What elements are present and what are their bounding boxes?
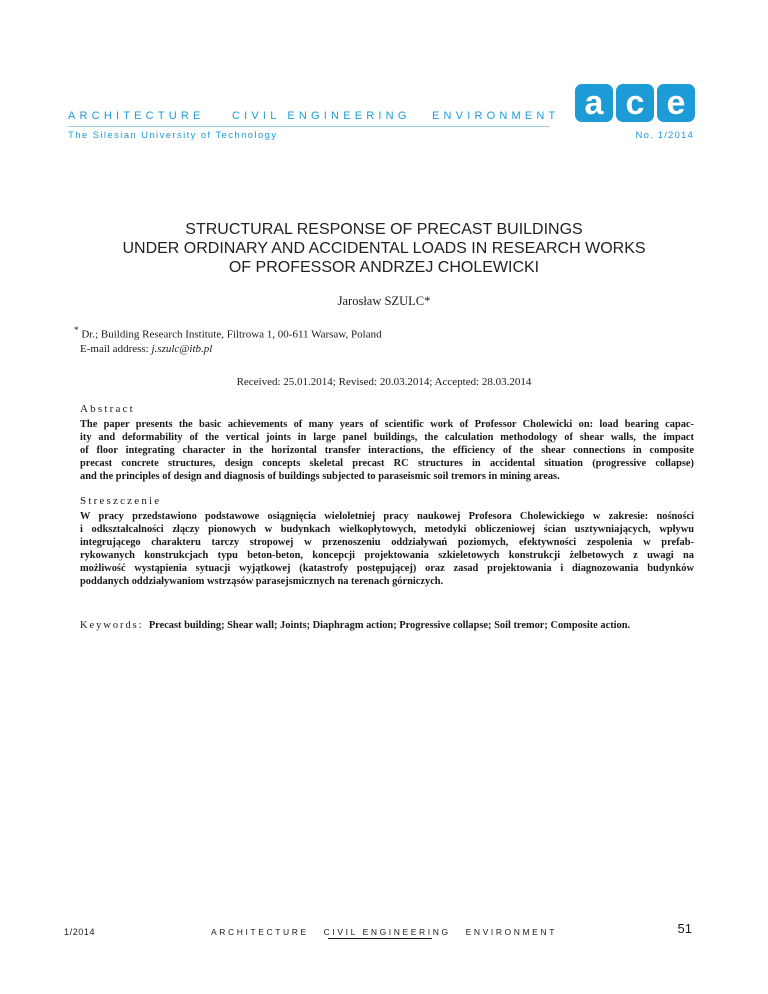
streszczenie-body xyxy=(80,510,694,588)
streszczenie-line: W pracy przedstawiono podstawowe osiągnięcia wieloletniej pracy naukowej Profesora Cholewickiego w zakresie: nośności xyxy=(80,511,694,522)
journal-category-civil-engineering: CIVIL ENGINEERING xyxy=(232,110,411,122)
streszczenie-heading: Streszczenie xyxy=(80,495,162,507)
abstract-line: ity and deformability of the vertical joints in large panel buildings, the calculation methodology of shear walls, the impact xyxy=(80,432,694,443)
streszczenie-line: rykowanych konstrukcjach typu beton-beton, koncepcji projektowania szkieletowych konstrukcji żelbetowych z uwagi na xyxy=(80,550,694,561)
title-line-2: UNDER ORDINARY AND ACCIDENTAL LOADS IN RESEARCH WORKS xyxy=(122,240,646,257)
page-number: 51 xyxy=(677,921,692,936)
footer-environment: ENVIRONMENT xyxy=(465,927,557,937)
abstract-line: and the principles of design and diagnosis of buildings subjected to paraseismic soil tremors in mining areas. xyxy=(80,471,560,482)
paper-title xyxy=(60,220,708,277)
ace-logo xyxy=(575,84,695,122)
streszczenie-line: integrującego charakteru tarczy stropowej w przenoszeniu oddziaływań poziomych, efektywności zespolenia w prefab- xyxy=(80,537,694,548)
footer-issue: 1/2014 xyxy=(64,927,96,937)
journal-category-architecture: ARCHITECTURE xyxy=(68,110,205,122)
title-line-3: OF PROFESSOR ANDRZEJ CHOLEWICKI xyxy=(228,259,540,276)
streszczenie-line: możliwość wystąpienia sytuacji wyjątkowej (katastrofy postępującej) oraz zasad projektowania i diagnozowania budynków xyxy=(80,563,694,574)
keywords-label: Keywords: xyxy=(80,620,144,631)
keywords-text: Precast building; Shear wall; Joints; Diaphragm action; Progressive collapse; Soil tremor; Composite action. xyxy=(148,620,631,631)
abstract-body xyxy=(80,418,694,483)
streszczenie-line: poddanych oddziaływaniom wstrząsów parasejsmicznych na terenach górniczych. xyxy=(80,576,444,587)
footer-underline xyxy=(328,938,432,939)
abstract-line: of floor integrating character in the horizontal transfer interactions, the efficiency of the shear connections in composite xyxy=(80,445,694,456)
issue-number: No. 1/2014 xyxy=(635,130,694,141)
title-line-1: STRUCTURAL RESPONSE OF PRECAST BUILDINGS xyxy=(185,221,583,238)
abstract-line: The paper presents the basic achievements of many years of scientific work of Professor Cholewicki on: load bearing capac- xyxy=(80,419,694,430)
footer-architecture: ARCHITECTURE xyxy=(210,927,309,937)
footer-civil-engineering: CIVIL ENGINEERING xyxy=(323,927,451,937)
header-divider xyxy=(68,126,550,127)
svg-text:c: c xyxy=(625,84,645,122)
svg-text:e: e xyxy=(666,84,686,122)
email-link[interactable]: j.szulc@itb.pl xyxy=(151,342,213,355)
journal-category-environment: ENVIRONMENT xyxy=(432,110,560,122)
abstract-heading: Abstract xyxy=(80,403,135,415)
affiliation xyxy=(74,323,382,356)
abstract-line: precast concrete structures, design concepts skeletal precast RC structures in accidental situation (progressive collapse) xyxy=(80,458,694,469)
email-label: E-mail address: xyxy=(80,342,149,355)
affiliation-text: Dr.; Building Research Institute, Filtrowa 1, 00-611 Warsaw, Poland xyxy=(81,328,382,341)
streszczenie-line: i odkształcalności złączy pionowych w budynkach wielkopłytowych, metodyki obliczeniowej ścian usztywniających, wpływu xyxy=(80,524,694,535)
footer-journal xyxy=(0,927,768,937)
svg-text:a: a xyxy=(584,84,604,122)
received-dates: Received: 25.01.2014; Revised: 20.03.2014; Accepted: 28.03.2014 xyxy=(236,376,532,388)
university-name: The Silesian University of Technology xyxy=(68,130,278,141)
author-name: Jarosław SZULC* xyxy=(337,294,431,308)
keywords xyxy=(80,620,630,631)
affiliation-marker: * xyxy=(74,325,79,335)
